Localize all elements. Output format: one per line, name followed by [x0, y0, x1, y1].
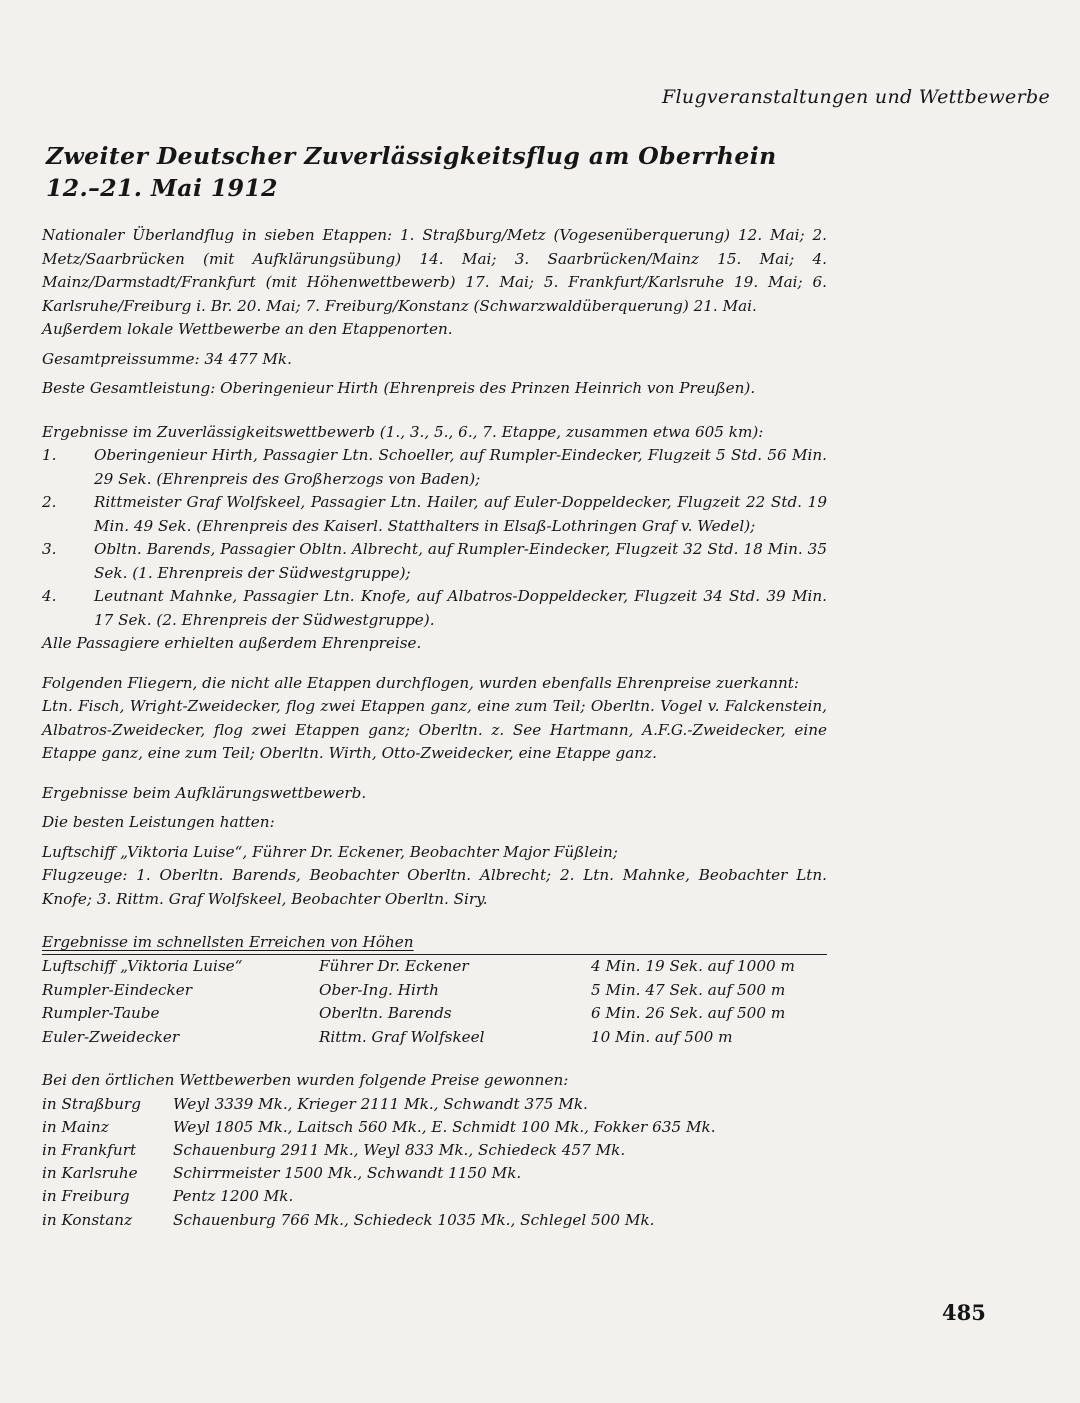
- craft-cell: Rumpler-Eindecker: [42, 980, 192, 999]
- partial-text: Ltn. Fisch, Wright-Zweidecker, flog zwei Etappen ganz, eine zum Teil; Oberltn. Vogel v. Falckenstein, Albatros-Zweidecker, flog zwei Etappen ganz; Oberltn. z. See Hartmann, A.F.G.-Zweidecker, eine Etappe ganz, eine zum Teil; Oberltn. Wirth, Otto-Zweidecker, eine Etappe ganz.: [42, 697, 827, 762]
- results-list: [42, 444, 827, 632]
- running-header: Flugveranstaltungen und Wettbewerbe: [662, 86, 1050, 108]
- recon-heading: Ergebnisse beim Aufklärungswettbewerb.: [42, 783, 367, 802]
- place-cell: in Straßburg: [42, 1094, 141, 1113]
- pilot-cell: Führer Dr. Eckener: [319, 957, 469, 975]
- page-title: [46, 140, 946, 204]
- winners-cell: Pentz 1200 Mk.: [173, 1187, 294, 1206]
- table-row: [42, 979, 827, 1003]
- result-text: Obltn. Barends, Passagier Obltn. Albrecht, auf Rumpler-Eindecker, Flugzeit 32 Std. 18 Min. 35 Sek. (1. Ehrenpreis der Südwestgruppe);: [94, 540, 827, 582]
- article-body: [42, 224, 827, 1232]
- winners-cell: Schauenburg 766 Mk., Schiedeck 1035 Mk., Schlegel 500 Mk.: [173, 1210, 655, 1229]
- craft-cell: Euler-Zweidecker: [42, 1027, 180, 1046]
- table-row: [42, 1185, 716, 1208]
- height-heading: [42, 931, 827, 953]
- pilot-cell: Rittm. Graf Wolfskeel: [319, 1027, 485, 1046]
- result-item: [42, 538, 827, 585]
- title-line-2: 12.–21. Mai 1912: [46, 174, 278, 202]
- recon-planes: Flugzeuge: 1. Oberltn. Barends, Beobachter Oberltn. Albrecht; 2. Ltn. Mahnke, Beobachter Ltn. Knofe; 3. Rittm. Graf Wolfskeel, Beobachter Oberltn. Siry.: [42, 866, 827, 908]
- result-item: [42, 491, 827, 538]
- table-row: [42, 1093, 716, 1116]
- table-row: [42, 1209, 716, 1232]
- result-number: 4.: [42, 587, 57, 605]
- result-cell: 10 Min. auf 500 m: [591, 1027, 733, 1046]
- best-overall: Beste Gesamtleistung: Oberingenieur Hirth (Ehrenpreis des Prinzen Heinrich von Preußen).: [42, 379, 756, 397]
- local-prizes-table: [42, 1093, 716, 1232]
- table-row: [42, 1116, 716, 1139]
- result-text: Rittmeister Graf Wolfskeel, Passagier Ltn. Hailer, auf Euler-Doppeldecker, Flugzeit 22 Std. 19 Min. 49 Sek. (Ehrenpreis des Kaiserl. Statthalters in Elsaß-Lothringen Graf v. Wedel);: [94, 493, 827, 535]
- craft-cell: Rumpler-Taube: [42, 1004, 160, 1022]
- winners-cell: Weyl 3339 Mk., Krieger 2111 Mk., Schwandt 375 Mk.: [173, 1094, 588, 1113]
- results-heading: Ergebnisse im Zuverlässigkeitswettbewerb (1., 3., 5., 6., 7. Etappe, zusammen etwa 605 km):: [42, 422, 764, 441]
- result-item: [42, 585, 827, 632]
- table-row: [42, 1026, 827, 1050]
- page-number: 485: [942, 1300, 986, 1325]
- local-competitions-note: Außerdem lokale Wettbewerbe an den Etappenorten.: [42, 320, 453, 338]
- local-heading: Bei den örtlichen Wettbewerben wurden folgende Preise gewonnen:: [42, 1071, 569, 1089]
- result-text: Oberingenieur Hirth, Passagier Ltn. Schoeller, auf Rumpler-Eindecker, Flugzeit 5 Std. 56 Min. 29 Sek. (Ehrenpreis des Großherzogs von Baden);: [94, 446, 827, 488]
- pilot-cell: Oberltn. Barends: [319, 1004, 452, 1022]
- pilot-cell: Ober-Ing. Hirth: [319, 980, 439, 999]
- place-cell: in Karlsruhe: [42, 1164, 138, 1183]
- place-cell: in Frankfurt: [42, 1140, 137, 1159]
- intro-paragraph: Nationaler Überlandflug in sieben Etappen: 1. Straßburg/Metz (Vogesenüberquerung) 12. Mai; 2. Metz/Saarbrücken (mit Aufklärungsübung) 14. Mai; 3. Saarbrücken/Mainz 15. Mai; 4. Mainz/Darmstadt/Frankfurt (mit Höhenwettbewerb) 17. Mai; 5. Frankfurt/Karlsruhe 19. Mai; 6. Karlsruhe/Freiburg i. Br. 20. Mai; 7. Freiburg/Konstanz (Schwarzwaldüberquerung) 21. Mai.: [42, 226, 827, 315]
- height-heading-text: Ergebnisse im schnellsten Erreichen von Höhen: [42, 933, 414, 951]
- table-row: [42, 1002, 827, 1026]
- place-cell: in Freiburg: [42, 1187, 130, 1206]
- result-cell: 5 Min. 47 Sek. auf 500 m: [591, 980, 786, 999]
- winners-cell: Schauenburg 2911 Mk., Weyl 833 Mk., Schiedeck 457 Mk.: [173, 1140, 626, 1159]
- passengers-note: Alle Passagiere erhielten außerdem Ehrenpreise.: [42, 634, 422, 652]
- winners-cell: Weyl 1805 Mk., Laitsch 560 Mk., E. Schmidt 100 Mk., Fokker 635 Mk.: [173, 1117, 716, 1136]
- result-cell: 6 Min. 26 Sek. auf 500 m: [591, 1004, 786, 1022]
- recon-best: Die besten Leistungen hatten:: [42, 813, 275, 831]
- table-row: [42, 1139, 716, 1162]
- craft-cell: Luftschiff „Viktoria Luise“: [42, 957, 243, 975]
- result-number: 2.: [42, 493, 57, 511]
- result-item: [42, 444, 827, 491]
- title-line-1: Zweiter Deutscher Zuverlässigkeitsflug am Oberrhein: [46, 142, 777, 170]
- result-number: 1.: [42, 446, 57, 464]
- winners-cell: Schirrmeister 1500 Mk., Schwandt 1150 Mk.: [173, 1164, 522, 1183]
- total-prize: Gesamtpreissumme: 34 477 Mk.: [42, 349, 292, 368]
- place-cell: in Mainz: [42, 1117, 109, 1136]
- table-row: [42, 1162, 716, 1185]
- place-cell: in Konstanz: [42, 1210, 133, 1229]
- result-cell: 4 Min. 19 Sek. auf 1000 m: [591, 957, 795, 975]
- recon-airship: Luftschiff „Viktoria Luise“, Führer Dr. Eckener, Beobachter Major Füßlein;: [42, 842, 618, 861]
- result-number: 3.: [42, 540, 57, 558]
- result-text: Leutnant Mahnke, Passagier Ltn. Knofe, auf Albatros-Doppeldecker, Flugzeit 34 Std. 39 Min. 17 Sek. (2. Ehrenpreis der Südwestgruppe).: [94, 587, 827, 629]
- table-row: [42, 955, 827, 979]
- height-table: [42, 955, 827, 1049]
- partial-heading: Folgenden Fliegern, die nicht alle Etappen durchflogen, wurden ebenfalls Ehrenpreise zuerkannt:: [42, 673, 800, 692]
